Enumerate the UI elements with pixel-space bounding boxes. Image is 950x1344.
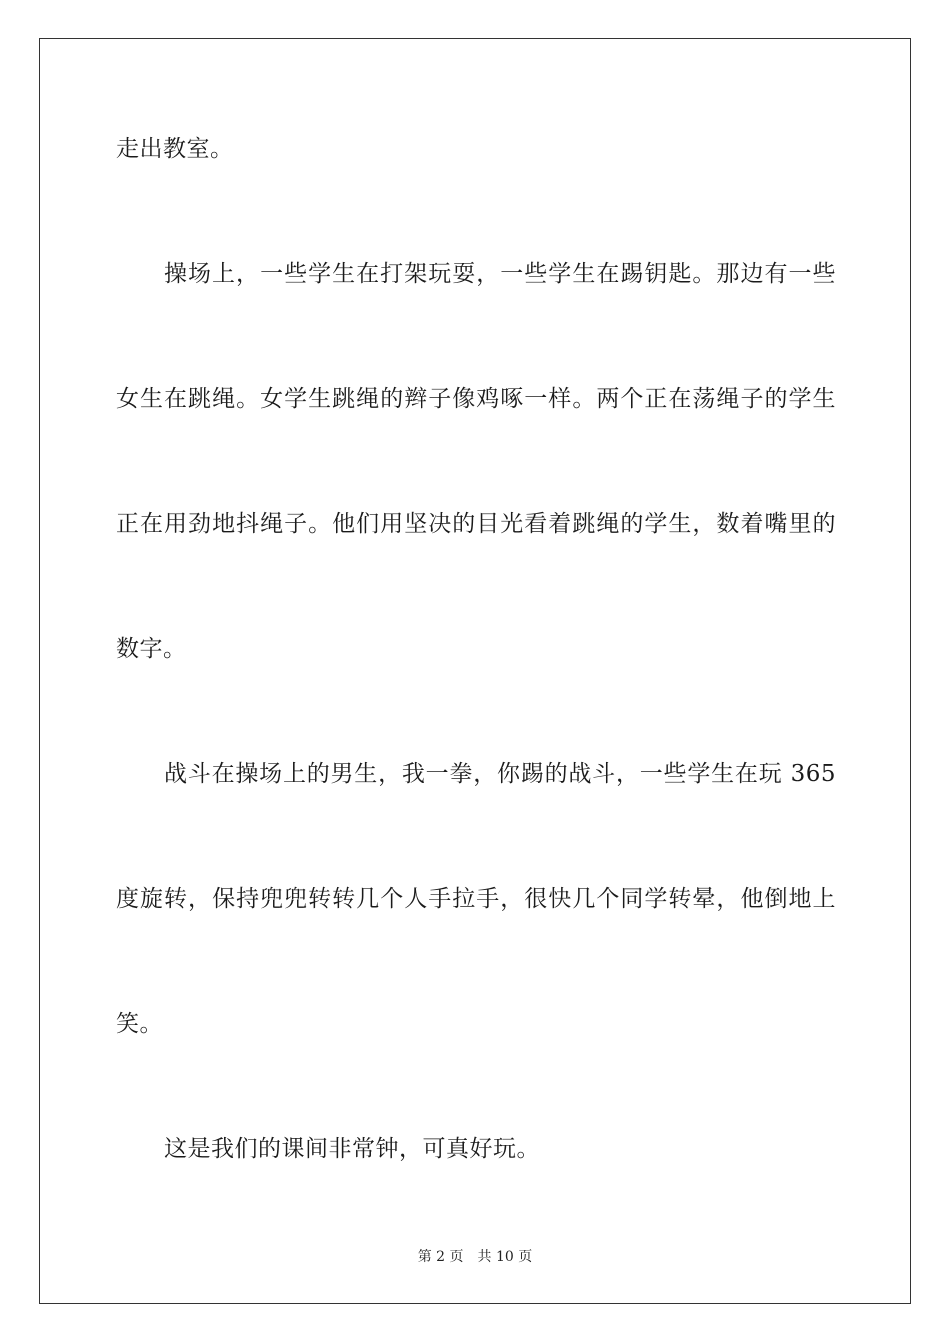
page-number: 第 2 页 bbox=[417, 1249, 464, 1265]
paragraph-2-line-2: 女生在跳绳。女学生跳绳的辫子像鸡啄一样。两个正在荡绳子的学生 bbox=[116, 386, 836, 412]
text-line-1: 走出教室。 bbox=[116, 136, 234, 162]
page-total: 共 10 页 bbox=[477, 1249, 533, 1265]
paragraph-2-line-1: 操场上，一些学生在打架玩耍，一些学生在踢钥匙。那边有一些 bbox=[164, 261, 836, 287]
paragraph-2-line-4: 数字。 bbox=[116, 636, 187, 662]
paragraph-4-line-1: 这是我们的课间非常钟，可真好玩。 bbox=[164, 1136, 540, 1162]
page-footer bbox=[0, 1248, 950, 1266]
paragraph-3-line-1: 战斗在操场上的男生，我一拳，你踢的战斗，一些学生在玩 365 bbox=[164, 761, 836, 787]
paragraph-3-line-2: 度旋转，保持兜兜转转几个人手拉手，很快几个同学转晕，他倒地上 bbox=[116, 886, 836, 912]
paragraph-3-line-3: 笑。 bbox=[116, 1011, 163, 1037]
paragraph-2-line-3: 正在用劲地抖绳子。他们用坚决的目光看着跳绳的学生，数着嘴里的 bbox=[116, 511, 836, 537]
page-border bbox=[39, 38, 911, 1304]
